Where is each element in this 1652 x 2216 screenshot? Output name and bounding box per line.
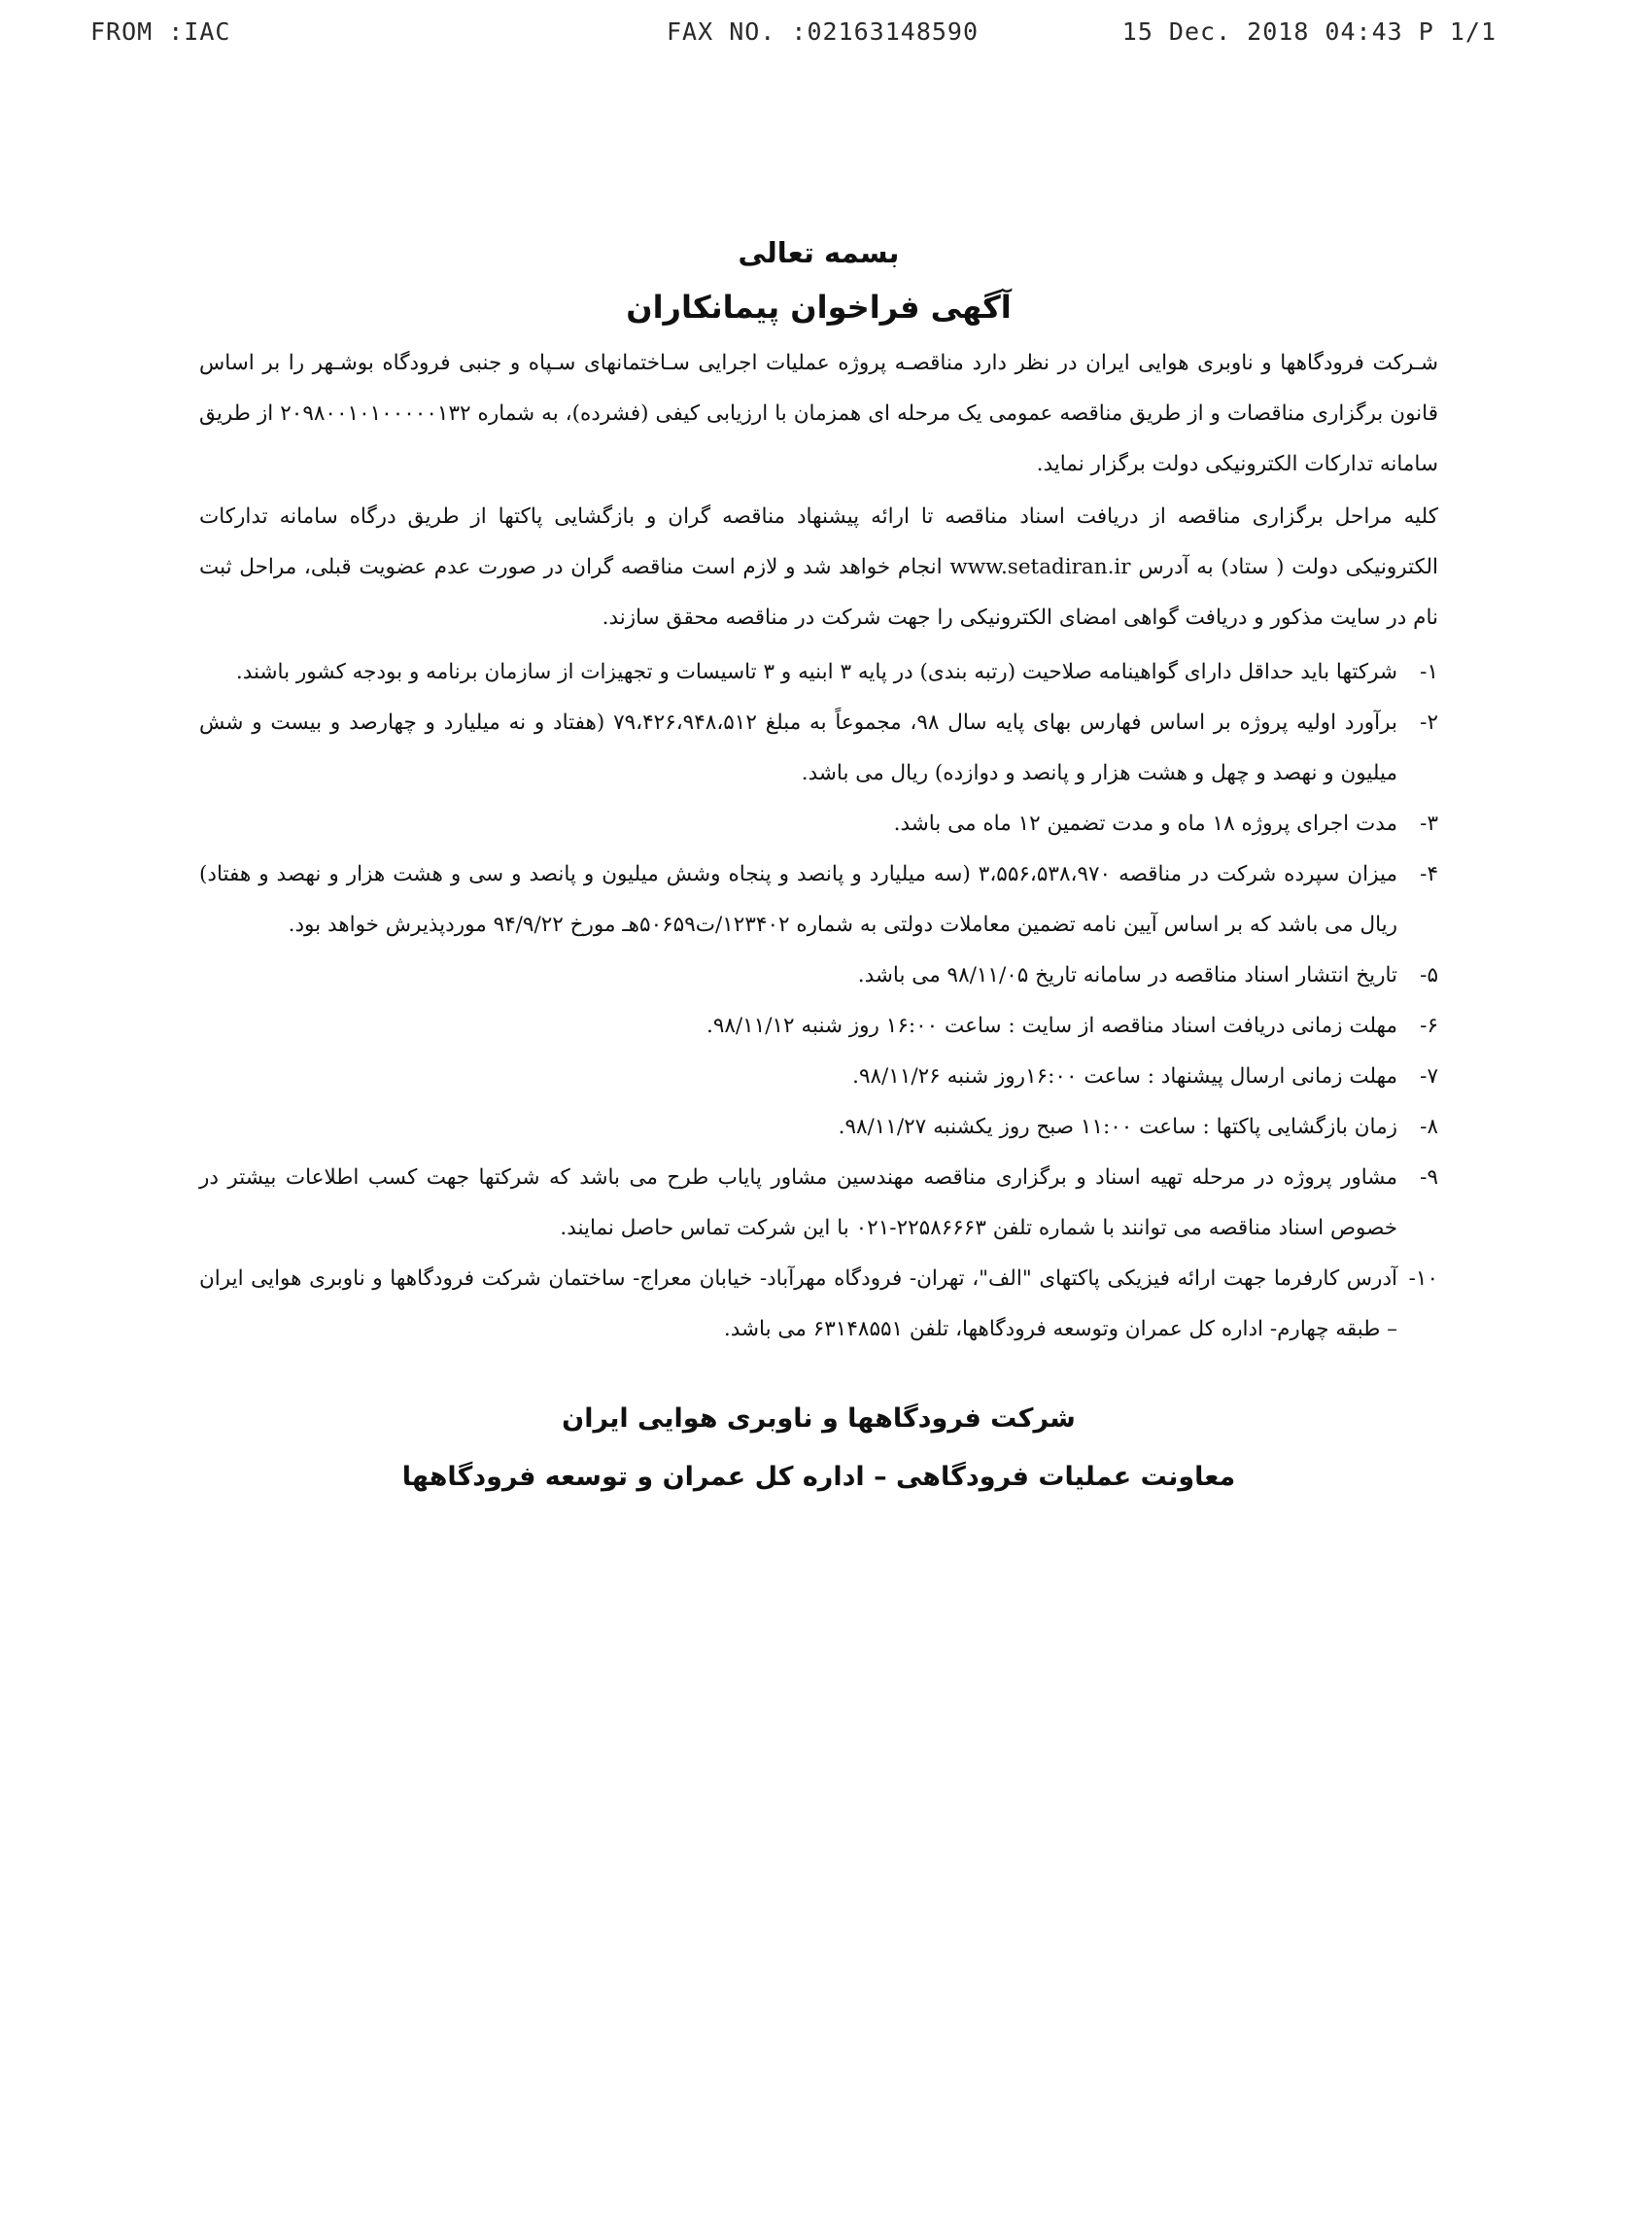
item-number: ۶- (1420, 1014, 1438, 1038)
item-number: ۱۰- (1408, 1266, 1438, 1291)
item-number: ۵- (1420, 963, 1438, 987)
conditions-list (199, 647, 1438, 1355)
list-item (199, 799, 1438, 849)
tender-notice-document (199, 225, 1438, 1506)
intro-paragraph: شـرکت فرودگاهها و ناوبری هوایی ایران در نظر دارد مناقصـه پروژه عملیات اجرایی سـاختمانهای سـپاه و جنبی فرودگاه بوشـهر را بر اساس قانون برگزاری مناقصات و از طریق مناقصه عمومی یک مرحله ای همزمان با ارزیابی کیفی (فشرده)، به شماره ۲۰۹۸۰۰۱۰۱۰۰۰۰۰۱۳۲ از طریق سامانه تدارکات الکترونیکی دولت برگزار نماید. (199, 351, 1438, 476)
item-number: ۲- (1420, 710, 1438, 735)
list-item (199, 1153, 1438, 1254)
signature-company: شرکت فرودگاهها و ناوبری هوایی ایران (562, 1403, 1076, 1434)
item-text: میزان سپرده شرکت در مناقصه ۳،۵۵۶،۵۳۸،۹۷۰ (سه میلیارد و پانصد و پنجاه وشش میلیون و پانصد و سی و هشت هزار و نهصد و هفتاد) ریال می باشد که بر اساس آیین نامه تضمین معاملات دولتی به شماره ۱۲۳۴۰۲/ت۵۰۶۵۹هـ مورخ ۹۴/۹/۲۲ موردپذیرش خواهد بود. (199, 862, 1397, 937)
notice-title: آگهی فراخوان پیمانکاران (626, 289, 1012, 326)
process-text-after-url: انجام خواهد شد و لازم است مناقصه گران در صورت عدم عضویت قبلی، مراحل ثبت نام در سایت مذکور و دریافت گواهی امضای الکترونیکی را جهت شرکت در مناقصه محقق سازند. (199, 555, 1438, 630)
list-item (199, 1001, 1438, 1052)
item-text: مهلت زمانی ارسال پیشنهاد : ساعت ۱۶:۰۰روز شنبه ۹۸/۱۱/۲۶. (852, 1064, 1397, 1089)
list-item (199, 951, 1438, 1001)
list-item (199, 1254, 1438, 1355)
list-item (199, 1052, 1438, 1102)
list-item (199, 647, 1438, 698)
item-text: تاریخ انتشار اسناد مناقصه در سامانه تاریخ ۹۸/۱۱/۰۵ می باشد. (857, 963, 1397, 987)
item-text: مهلت زمانی دریافت اسناد مناقصه از سایت : ساعت ۱۶:۰۰ روز شنبه ۹۸/۱۱/۱۲. (706, 1014, 1397, 1038)
item-number: ۸- (1420, 1115, 1438, 1139)
list-item (199, 1102, 1438, 1153)
fax-header (0, 17, 1652, 56)
item-text: برآورد اولیه پروژه بر اساس فهارس بهای پایه سال ۹۸، مجموعاً به مبلغ ۷۹،۴۲۶،۹۴۸،۵۱۲ (هفتاد و نه میلیارد و چهارصد و بیست و شش میلیون و نهصد و چهل و هشت هزار و پانصد و دوازده) ریال می باشد. (199, 710, 1397, 785)
invocation-heading: بسمه تعالی (738, 236, 900, 269)
list-item (199, 849, 1438, 951)
fax-from: FROM :IAC (90, 17, 231, 46)
process-paragraph (199, 492, 1438, 643)
item-number: ۱- (1420, 660, 1438, 684)
item-text: مشاور پروژه در مرحله تهیه اسناد و برگزاری مناقصه مهندسین مشاور پایاب طرح می باشد که شرکتها جهت کسب اطلاعات بیشتر در خصوص اسناد مناقصه می توانند با شماره تلفن ۲۲۵۸۶۶۶۳-۰۲۱ با این شرکت تماس حاصل نمایند. (199, 1165, 1397, 1240)
list-item (199, 698, 1438, 799)
item-text: شرکتها باید حداقل دارای گواهینامه صلاحیت (رتبه بندی) در پایه ۳ ابنیه و ۳ تاسیسات و تجهیزات از سازمان برنامه و بودجه کشور باشند. (235, 660, 1397, 684)
item-number: ۴- (1420, 862, 1438, 886)
item-text: مدت اجرای پروژه ۱۸ ماه و مدت تضمین ۱۲ ماه می باشد. (893, 812, 1397, 836)
process-text-before-url: کلیه مراحل برگزاری مناقصه از دریافت اسناد مناقصه تا ارائه پیشنهاد مناقصه گران و بازگشایی پاکتها از طریق درگاه سامانه تدارکات الکترونیکی دولت ( ستاد) به آدرس (199, 504, 1438, 579)
item-number: ۳- (1420, 812, 1438, 836)
fax-number: FAX NO. :02163148590 (667, 17, 980, 46)
item-text: آدرس کارفرما جهت ارائه فیزیکی پاکتهای "الف"، تهران- فرودگاه مهرآباد- خیابان معراج- ساختمان شرکت فرودگاهها و ناوبری هوایی ایران – طبقه چهارم- اداره کل عمران وتوسعه فرودگاهها، تلفن ۶۳۱۴۸۵۵۱ می باشد. (199, 1266, 1397, 1341)
signature-block (199, 1390, 1438, 1506)
signature-department: معاونت عملیات فرودگاهی – اداره کل عمران و توسعه فرودگاهها (401, 1462, 1236, 1492)
item-text: زمان بازگشایی پاکتها : ساعت ۱۱:۰۰ صبح روز یکشنبه ۹۸/۱۱/۲۷. (838, 1115, 1397, 1139)
item-number: ۹- (1420, 1165, 1438, 1190)
item-number: ۷- (1420, 1064, 1438, 1089)
website-url: www.setadiran.ir (949, 555, 1131, 579)
fax-date-time-page: 15 Dec. 2018 04:43 P 1/1 (1121, 17, 1497, 46)
